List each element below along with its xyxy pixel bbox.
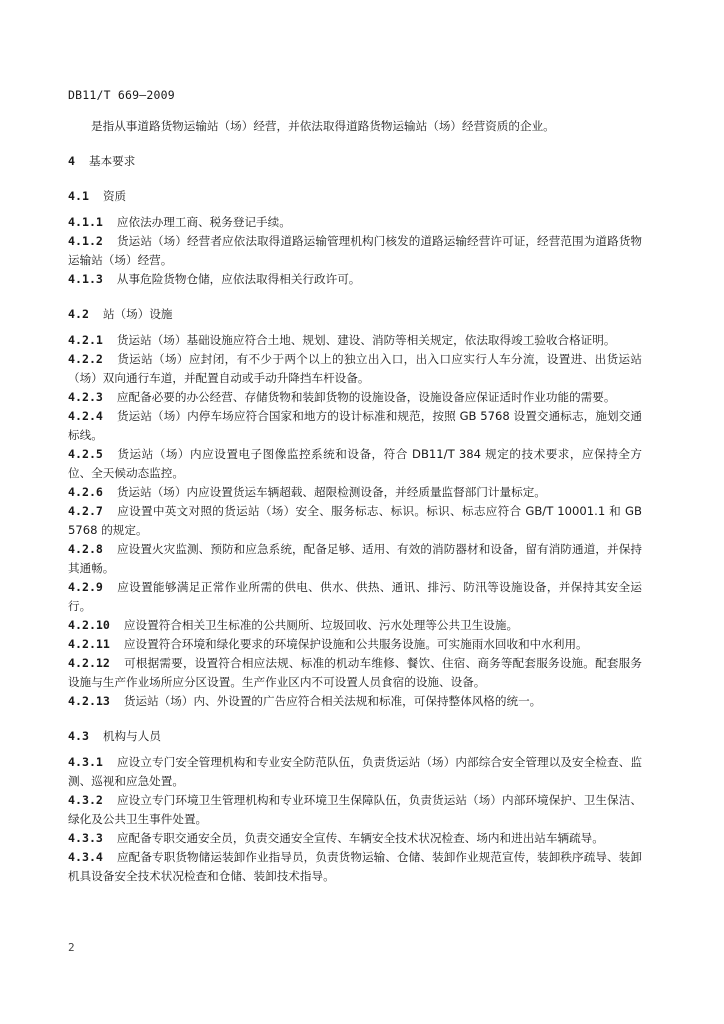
clause-item (68, 445, 642, 483)
items-4-1 (68, 213, 642, 289)
clause-text: 应设置中英文对照的货运站（场）安全、服务标志、标识。标识、标志应符合 GB/T 10001.1 和 GB 5768 的规定。 (68, 504, 642, 537)
clause-text: 货运站（场）内应设置货运车辆超载、超限检测设备，并经质量监督部门计量标定。 (116, 485, 546, 499)
clause-item (68, 829, 642, 848)
clause-text: 货运站（场）经营者应依法取得道路运输管理机构门核发的道路运输经营许可证，经营范围为道路货物运输站（场）经营。 (68, 234, 642, 267)
subsection-number: 4.1 (68, 189, 89, 203)
clause-item (68, 270, 642, 289)
clause-number: 4.1.1 (68, 215, 103, 229)
document-body (68, 112, 642, 886)
clause-number: 4.3.4 (68, 850, 103, 864)
clause-number: 4.2.12 (68, 656, 110, 670)
subsection-4-2-heading (68, 305, 642, 324)
clause-text: 应设立专门环境卫生管理机构和专业环境卫生保障队伍，负责货运站（场）内部环境保护、卫生保洁、绿化及公共卫生事件处置。 (68, 793, 642, 826)
clause-text: 货运站（场）基础设施应符合土地、规划、建设、消防等相关规定，依法取得竣工验收合格证明。 (116, 333, 616, 347)
subsection-4-3-heading (68, 727, 642, 746)
subsection-4-1-heading (68, 187, 642, 206)
subsection-title: 机构与人员 (102, 729, 161, 743)
clause-number: 4.2.6 (68, 485, 103, 499)
clause-text: 从事危险货物仓储，应依法取得相关行政许可。 (116, 272, 361, 286)
items-4-3 (68, 753, 642, 886)
clause-number: 4.2.13 (68, 694, 110, 708)
clause-item (68, 848, 642, 886)
clause-number: 4.2.2 (68, 352, 103, 366)
clause-number: 4.3.2 (68, 793, 103, 807)
clause-item (68, 540, 642, 578)
section-title: 基本要求 (88, 154, 136, 168)
clause-number: 4.2.7 (68, 504, 103, 518)
items-4-2 (68, 331, 642, 711)
clause-item (68, 616, 642, 635)
clause-item (68, 407, 642, 445)
clause-number: 4.3.1 (68, 755, 103, 769)
clause-item (68, 483, 642, 502)
clause-number: 4.2.4 (68, 409, 103, 423)
clause-text: 货运站（场）应封闭，有不少于两个以上的独立出入口，出入口应实行人车分流，设置进、出货运站（场）双向通行车道，并配置自动或手动升降挡车杆设备。 (68, 352, 642, 385)
clause-item (68, 331, 642, 350)
clause-text: 应设置能够满足正常作业所需的供电、供水、供热、通讯、排污、防汛等设施设备，并保持其安全运行。 (68, 580, 642, 613)
clause-text: 货运站（场）内、外设置的广告应符合相关法规和标准，可保持整体风格的统一。 (123, 694, 542, 708)
clause-item (68, 350, 642, 388)
clause-item (68, 692, 642, 711)
clause-item (68, 654, 642, 692)
clause-text: 应设置符合相关卫生标准的公共厕所、垃圾回收、污水处理等公共卫生设施。 (123, 618, 519, 632)
clause-item (68, 213, 642, 232)
clause-text: 应配备专职货物储运装卸作业指导员，负责货物运输、仓储、装卸作业规范宣传，装卸秩序疏导、装卸机具设备安全技术状况检查和仓储、装卸技术指导。 (68, 850, 642, 883)
clause-item (68, 232, 642, 270)
clause-number: 4.2.11 (68, 637, 110, 651)
clause-number: 4.1.3 (68, 272, 103, 286)
clause-text: 应设置符合环境和绿化要求的环境保护设施和公共服务设施。可实施雨水回收和中水利用。 (123, 637, 588, 651)
clause-item (68, 753, 642, 791)
clause-number: 4.2.10 (68, 618, 110, 632)
clause-text: 应设立专门安全管理机构和专业安全防范队伍，负责货运站（场）内部综合安全管理以及安全检查、监测、巡视和应急处置。 (68, 755, 642, 788)
subsection-number: 4.3 (68, 729, 89, 743)
document-header-code: DB11/T 669—2009 (68, 88, 175, 102)
clause-item (68, 791, 642, 829)
clause-item (68, 502, 642, 540)
clause-item (68, 388, 642, 407)
clause-text: 可根据需要，设置符合相应法规、标准的机动车维修、餐饮、住宿、商务等配套服务设施。配套服务设施与生产作业场所应分区设置。生产作业区内不可设置人员食宿的设施、设备。 (68, 656, 642, 689)
clause-number: 4.2.8 (68, 542, 103, 556)
clause-number: 4.2.9 (68, 580, 103, 594)
clause-item (68, 635, 642, 654)
clause-text: 货运站（场）内应设置电子图像监控系统和设备，符合 DB11/T 384 规定的技术要求，应保持全方位、全天候动态监控。 (68, 447, 642, 480)
clause-text: 应设置火灾监测、预防和应急系统，配备足够、适用、有效的消防器材和设备，留有消防通道，并保持其通畅。 (68, 542, 642, 575)
subsection-number: 4.2 (68, 307, 89, 321)
clause-number: 4.2.3 (68, 390, 103, 404)
section-number: 4 (68, 154, 75, 168)
clause-number: 4.1.2 (68, 234, 103, 248)
page-number: 2 (68, 941, 75, 954)
clause-number: 4.2.5 (68, 447, 103, 461)
clause-number: 4.3.3 (68, 831, 103, 845)
subsection-title: 站（场）设施 (102, 307, 173, 321)
clause-item (68, 578, 642, 616)
section-4-heading (68, 152, 642, 171)
subsection-title: 资质 (102, 189, 127, 203)
clause-text: 应配备必要的办公经营、存储货物和装卸货物的设施设备，设施设备应保证适时作业功能的需要。 (116, 390, 616, 404)
clause-text: 货运站（场）内停车场应符合国家和地方的设计标准和规范，按照 GB 5768 设置交通标志，施划交通标线。 (68, 409, 642, 442)
intro-paragraph: 是指从事道路货物运输站（场）经营，并依法取得道路货物运输站（场）经营资质的企业。 (91, 119, 555, 133)
clause-text: 应依法办理工商、税务登记手续。 (116, 215, 291, 229)
clause-number: 4.2.1 (68, 333, 103, 347)
clause-text: 应配备专职交通安全员，负责交通安全宣传、车辆安全技术状况检查、场内和进出站车辆疏导。 (116, 831, 604, 845)
